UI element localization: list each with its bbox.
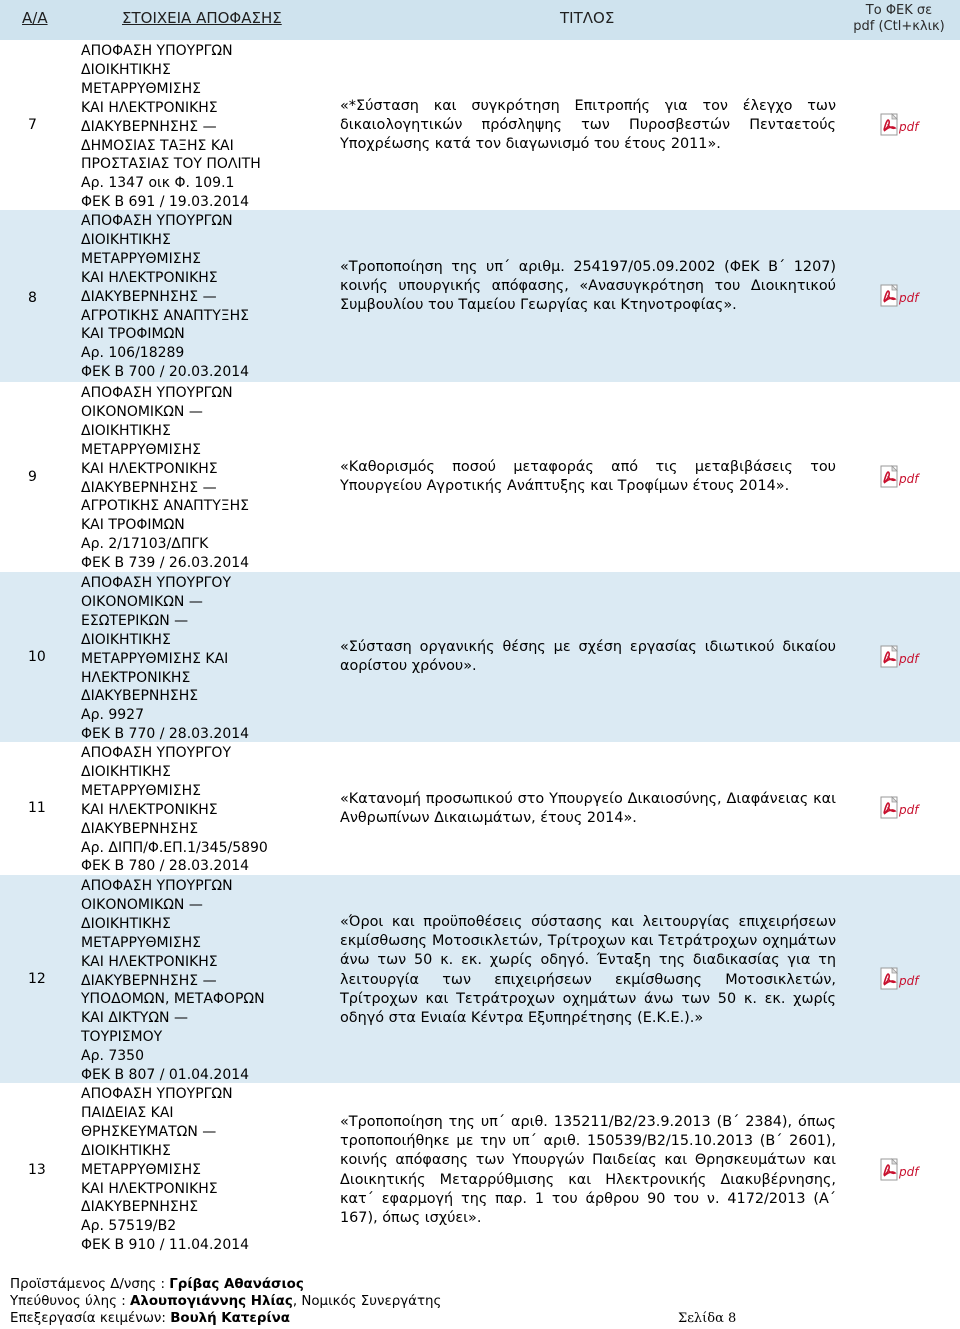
decision-line: ΑΓΡΟΤΙΚΗΣ ΑΝΑΠΤΥΞΗΣ <box>81 307 249 324</box>
decision-line: ΔΙΑΚΥΒΕΡΝΗΣΗΣ — <box>81 118 217 135</box>
decision-details <box>81 877 331 1085</box>
decision-line: ΜΕΤΑΡΡΥΘΜΙΣΗΣ ΚΑΙ <box>81 650 229 667</box>
decision-line: ΚΑΙ ΗΛΕΚΤΡΟΝΙΚΗΣ <box>81 801 218 818</box>
pdf-link-icon[interactable] <box>880 283 920 309</box>
decision-details <box>81 744 331 876</box>
row-number: 8 <box>28 290 37 306</box>
decision-line: ΑΓΡΟΤΙΚΗΣ ΑΝΑΠΤΥΞΗΣ <box>81 498 249 515</box>
decision-line: Αρ. 2/17103/ΔΠΓΚ <box>81 536 209 553</box>
decision-details <box>81 384 331 573</box>
decision-line: ΔΙΟΙΚΗΤΙΚΗΣ <box>81 1142 171 1159</box>
decision-line: ΔΙΟΙΚΗΤΙΚΗΣ <box>81 61 171 78</box>
footer-responsible-role: , Νομικός Συνεργάτης <box>292 1294 442 1309</box>
decision-line: ΜΕΤΑΡΡΥΘΜΙΣΗΣ <box>81 1161 201 1178</box>
decision-line: ΟΙΚΟΝΟΜΙΚΩΝ — <box>81 403 203 420</box>
decision-line: ΕΣΩΤΕΡΙΚΩΝ — <box>81 612 189 629</box>
footer-director-label: Προϊστάμενος Δ/νσης : <box>10 1277 170 1292</box>
decision-title: «*Σύσταση και συγκρότηση Επιτροπής για τον έλεγχο των δικαιολογητικών πρόσληψης των Πυροσβεστών Πενταετούς Υποχρέωσης κατά τον διαγωνισμό του έτους 2011». <box>340 98 836 153</box>
decision-line: ΜΕΤΑΡΡΥΘΜΙΣΗΣ <box>81 782 201 799</box>
column-header-aa: Α/Α <box>22 9 48 27</box>
decision-line: ΔΙΑΚΥΒΕΡΝΗΣΗΣ <box>81 688 199 705</box>
decision-line: ΔΙΑΚΥΒΕΡΝΗΣΗΣ <box>81 820 199 837</box>
column-header-pdf <box>838 3 960 35</box>
decision-line: ΦΕΚ Β 739 / 26.03.2014 <box>81 555 250 572</box>
decision-line: Αρ. 57519/Β2 <box>81 1218 177 1235</box>
decision-line: Αρ. 1347 οικ Φ. 109.1 <box>81 175 235 192</box>
decision-line: Αρ. 7350 <box>81 1048 144 1065</box>
decision-line: ΟΙΚΟΝΟΜΙΚΩΝ — <box>81 896 203 913</box>
decision-line: ΑΠΟΦΑΣΗ ΥΠΟΥΡΓΩΝ <box>81 878 233 894</box>
footer-editing-label: Επεξεργασία κειμένων: <box>10 1311 171 1326</box>
decision-line: ΚΑΙ ΤΡΟΦΙΜΩΝ <box>81 517 185 534</box>
decision-line: ΦΕΚ Β 910 / 11.04.2014 <box>81 1237 250 1254</box>
row-number: 10 <box>28 649 46 665</box>
decision-line: ΔΙΟΙΚΗΤΙΚΗΣ <box>81 915 171 932</box>
row-number: 7 <box>28 117 37 133</box>
footer-responsible <box>10 1293 770 1310</box>
decision-line: ΚΑΙ ΗΛΕΚΤΡΟΝΙΚΗΣ <box>81 1180 218 1197</box>
decision-line: ΔΙΟΙΚΗΤΙΚΗΣ <box>81 763 171 780</box>
decision-line: ΜΕΤΑΡΡΥΘΜΙΣΗΣ <box>81 250 201 267</box>
decision-line: ΠΡΟΣΤΑΣΙΑΣ ΤΟΥ ΠΟΛΙΤΗ <box>81 156 261 173</box>
decision-line: ΜΕΤΑΡΡΥΘΜΙΣΗΣ <box>81 934 201 951</box>
pdf-label: pdf <box>899 1165 919 1179</box>
pdf-label: pdf <box>899 652 919 666</box>
decision-line: ΔΙΟΙΚΗΤΙΚΗΣ <box>81 631 171 648</box>
decision-line: Αρ. 9927 <box>81 707 144 724</box>
decision-line: ΔΙΑΚΥΒΕΡΝΗΣΗΣ — <box>81 479 217 496</box>
footer-director-name: Γρίβας Αθανάσιος <box>169 1277 304 1292</box>
footer-responsible-label: Υπεύθυνος ύλης : <box>10 1294 130 1309</box>
table-row <box>0 875 960 1083</box>
footer <box>10 1276 770 1327</box>
decision-line: Αρ. 106/18289 <box>81 345 185 362</box>
table-header <box>0 0 960 40</box>
decision-title: «Καθορισμός ποσού μεταφοράς από τις μεταβιβάσεις του Υπουργείου Αγροτικής Ανάπτυξης και Τροφίμων έτους 2014». <box>340 459 836 495</box>
decision-line: ΚΑΙ ΗΛΕΚΤΡΟΝΙΚΗΣ <box>81 953 218 970</box>
pdf-label: pdf <box>899 120 919 134</box>
decision-line: ΑΠΟΦΑΣΗ ΥΠΟΥΡΓΩΝ <box>81 213 233 229</box>
decision-line: ΑΠΟΦΑΣΗ ΥΠΟΥΡΓΩΝ <box>81 43 233 59</box>
row-number: 9 <box>28 469 37 485</box>
row-number: 12 <box>28 971 46 987</box>
table-row <box>0 382 960 572</box>
decision-line: ΑΠΟΦΑΣΗ ΥΠΟΥΡΓΩΝ <box>81 385 233 401</box>
decision-line: ΑΠΟΦΑΣΗ ΥΠΟΥΡΓΟΥ <box>81 575 232 591</box>
decision-title: «Κατανομή προσωπικού στο Υπουργείο Δικαιοσύνης, Διαφάνειας και Ανθρωπίνων Δικαιωμάτων, έτους 2014». <box>340 791 836 827</box>
decision-line: Αρ. ΔΙΠΠ/Φ.ΕΠ.1/345/5890 <box>81 839 268 856</box>
table-row <box>0 210 960 382</box>
page-number: Σελίδα 8 <box>678 1311 737 1326</box>
decision-line: ΟΙΚΟΝΟΜΙΚΩΝ — <box>81 593 203 610</box>
decision-line: ΚΑΙ ΤΡΟΦΙΜΩΝ <box>81 326 185 343</box>
footer-editing-name: Βουλή Κατερίνα <box>170 1311 291 1326</box>
decision-line: ΥΠΟΔΟΜΩΝ, ΜΕΤΑΦΟΡΩΝ <box>81 991 265 1008</box>
decision-line: ΔΙΑΚΥΒΕΡΝΗΣΗΣ <box>81 1199 199 1216</box>
column-header-pdf-line2: pdf (Ctl+κλικ) <box>853 19 945 34</box>
decision-title: «Όροι και προϋποθέσεις σύστασης και λειτουργίας επιχειρήσεων εκμίσθωσης Μοτοσικλετών, Τρίτροχων και Τετράτροχων οχημάτων άνω των 50 κ. εκ. χωρίς οδηγό. Ένταξη της διαδικασίας για τη λειτουργία των επιχειρήσεων εκμίσθωσης Μοτοσικλετών, Τρίτροχων και Τετράτροχων οχημάτων άνω των 50 κ. εκ. χωρίς οδηγό στα Ενιαία Κέντρα Εξυπηρέτησης (Ε.Κ.Ε.).» <box>340 914 836 1027</box>
decision-line: ΑΠΟΦΑΣΗ ΥΠΟΥΡΓΩΝ <box>81 1086 233 1102</box>
decision-line: ΘΡΗΣΚΕΥΜΑΤΩΝ — <box>81 1123 217 1140</box>
pdf-label: pdf <box>899 803 919 817</box>
footer-responsible-name: Αλουπογιάννης Ηλίας <box>130 1294 293 1309</box>
decision-line: ΦΕΚ Β 807 / 01.04.2014 <box>81 1067 250 1084</box>
pdf-link-icon[interactable] <box>880 112 920 138</box>
pdf-link-icon[interactable] <box>880 644 920 670</box>
footer-editing <box>10 1310 770 1327</box>
row-number: 13 <box>28 1162 46 1178</box>
decision-line: ΑΠΟΦΑΣΗ ΥΠΟΥΡΓΟΥ <box>81 745 232 761</box>
decision-details <box>81 574 331 744</box>
pdf-label: pdf <box>899 291 919 305</box>
pdf-label: pdf <box>899 472 919 486</box>
pdf-label: pdf <box>899 974 919 988</box>
decision-line: ΚΑΙ ΔΙΚΤΥΩΝ — <box>81 1010 188 1027</box>
pdf-link-icon[interactable] <box>880 966 920 992</box>
decision-line: ΠΑΙΔΕΙΑΣ ΚΑΙ <box>81 1104 174 1121</box>
table-row <box>0 742 960 875</box>
decision-line: ΚΑΙ ΗΛΕΚΤΡΟΝΙΚΗΣ <box>81 269 218 286</box>
footer-director <box>10 1276 770 1293</box>
decision-line: ΦΕΚ Β 691 / 19.03.2014 <box>81 194 250 211</box>
decision-title: «Σύσταση οργανικής θέσης με σχέση εργασίας ιδιωτικού δικαίου αορίστου χρόνου». <box>340 639 836 675</box>
pdf-link-icon[interactable] <box>880 1157 920 1183</box>
pdf-link-icon[interactable] <box>880 464 920 490</box>
decision-line: ΜΕΤΑΡΡΥΘΜΙΣΗΣ <box>81 80 201 97</box>
decision-line: ΦΕΚ Β 780 / 28.03.2014 <box>81 858 250 875</box>
decision-line: ΗΛΕΚΤΡΟΝΙΚΗΣ <box>81 669 191 686</box>
decision-line: ΜΕΤΑΡΡΥΘΜΙΣΗΣ <box>81 441 201 458</box>
decision-line: ΔΙΟΙΚΗΤΙΚΗΣ <box>81 422 171 439</box>
decision-line: ΦΕΚ Β 770 / 28.03.2014 <box>81 726 250 743</box>
decision-line: ΦΕΚ Β 700 / 20.03.2014 <box>81 364 250 381</box>
decision-details <box>81 42 331 212</box>
decision-line: ΔΙΑΚΥΒΕΡΝΗΣΗΣ — <box>81 972 217 989</box>
decision-line: ΤΟΥΡΙΣΜΟΥ <box>81 1029 163 1046</box>
decision-title: «Τροποποίηση της υπ΄ αριθμ. 254197/05.09.2002 (ΦΕΚ Β΄ 1207) κοινής υπουργικής απόφασης, «Ανασυγκρότηση του Διοικητικού Συμβουλίου του Ταμείου Γεωργίας και Κτηνοτροφίας». <box>340 259 836 314</box>
decision-line: ΔΙΑΚΥΒΕΡΝΗΣΗΣ — <box>81 288 217 305</box>
column-header-title: ΤΙΤΛΟΣ <box>560 9 615 27</box>
table-row <box>0 40 960 210</box>
decision-line: ΔΙΟΙΚΗΤΙΚΗΣ <box>81 231 171 248</box>
decision-title: «Τροποποίηση της υπ΄ αριθ. 135211/Β2/23.9.2013 (Β΄ 2384), όπως τροποποιήθηκε με την υπ΄ αριθ. 150539/Β2/15.10.2013 (Β΄ 2601), κοινής απόφασης των Υπουργών Παιδείας και Θρησκευμάτων και Διοικητικής Μεταρρύθμισης και Ηλεκτρονικής Διακυβέρνησης, κατ΄ εφαρμογή της παρ. 1 του άρθρου 90 του ν. 4172/2013 (Α΄ 167), όπως ισχύει». <box>340 1114 836 1227</box>
pdf-link-icon[interactable] <box>880 795 920 821</box>
decision-line: ΔΗΜΟΣΙΑΣ ΤΑΞΗΣ ΚΑΙ <box>81 137 234 154</box>
table-row <box>0 572 960 742</box>
row-number: 11 <box>28 800 46 816</box>
table-row <box>0 1083 960 1255</box>
decision-line: ΚΑΙ ΗΛΕΚΤΡΟΝΙΚΗΣ <box>81 99 218 116</box>
decision-details <box>81 1085 331 1255</box>
decision-details <box>81 212 331 382</box>
column-header-decision: ΣΤΟΙΧΕΙΑ ΑΠΟΦΑΣΗΣ <box>122 9 282 27</box>
decision-line: ΚΑΙ ΗΛΕΚΤΡΟΝΙΚΗΣ <box>81 460 218 477</box>
column-header-pdf-line1: Το ΦΕΚ σε <box>865 3 933 18</box>
